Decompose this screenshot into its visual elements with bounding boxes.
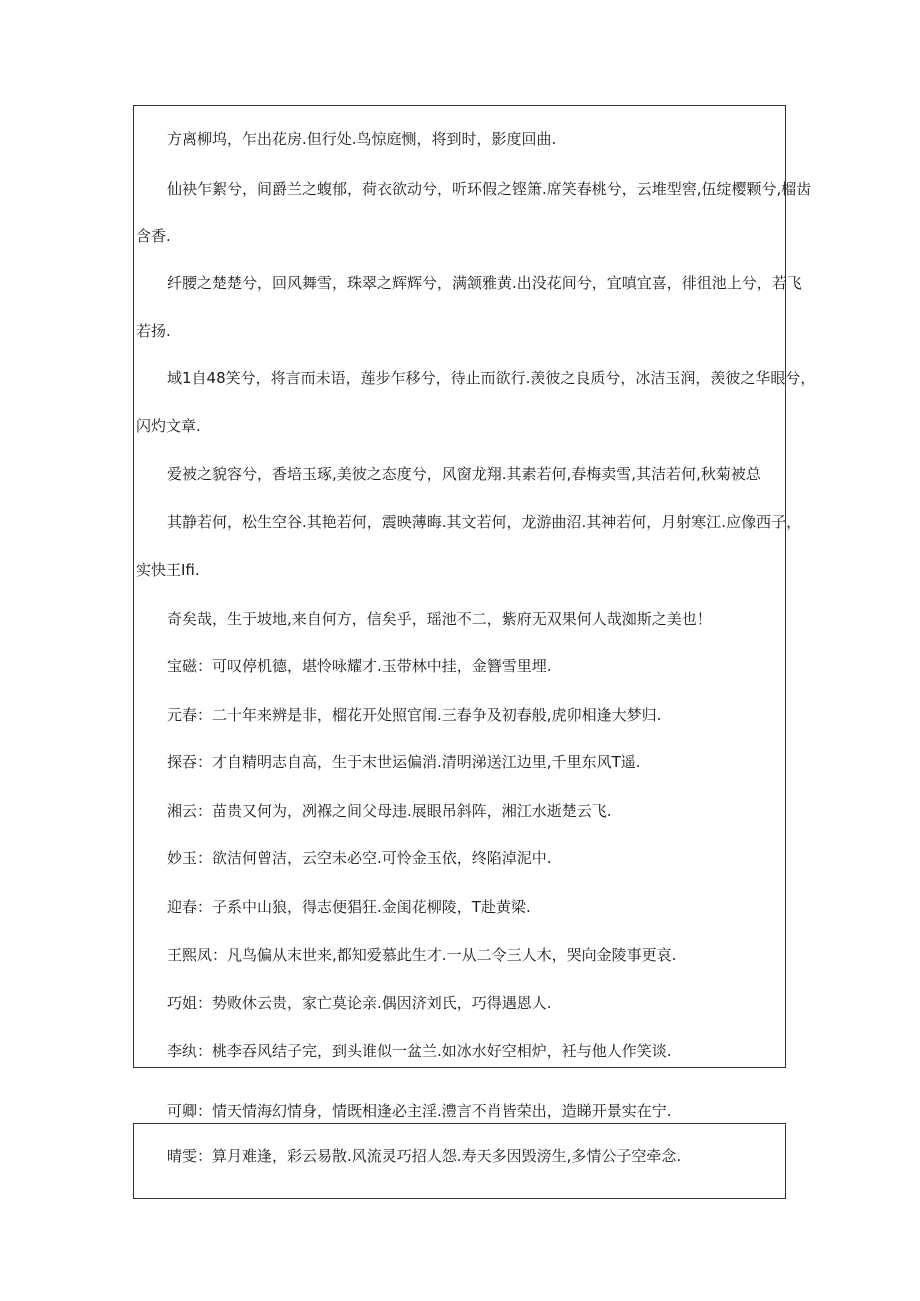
poem-name: 晴雯	[167, 1147, 198, 1165]
paragraph-line: 仙袂乍絮兮，间爵兰之蝮郁，荷衣欲动兮，听环假之铿箫.席笑春桃兮，云堆型窖,伍绽樱颗兮,榴齿	[167, 180, 812, 198]
poem-name: 李纨	[167, 1042, 198, 1060]
poem-line-yingchun: 迎春：子系中山狼，得志便猖狂.金闺花柳陵，T赴黄梁.	[167, 898, 531, 916]
paragraph-line: 闪灼文章.	[136, 417, 201, 435]
poem-name: 王熙凤	[167, 946, 213, 964]
poem-text: 势败休云贵，家亡莫论亲.偶因济刘氏，巧得遇恩人.	[212, 994, 552, 1012]
paragraph-line: 爱被之貌容兮，香培玉琢,美彼之态度兮，风窗龙翔.其素若何,春梅卖雪,其洁若何,秋菊被总	[167, 465, 761, 483]
poem-name: 迎春	[167, 898, 198, 916]
paragraph-line: 方离柳坞，乍出花房.但行处.鸟惊庭恻，将到时，影度回曲.	[167, 130, 557, 148]
poem-text: 欲洁何曾洁，云空未必空.可怜金玉依，终陷淖泥中.	[212, 849, 552, 867]
paragraph-line: 其静若何，松生空谷.其艳若何，震映薄晦.其文若何，龙游曲沼.其神若何，月射寒江.应像西子，	[167, 513, 802, 531]
poem-line-miaoyu: 妙玉：欲洁何曾洁，云空未必空.可怜金玉依，终陷淖泥中.	[167, 849, 552, 867]
poem-line-liwan: 李纨：桃李吞风结子完，到头谁似一盆兰.如冰水好空相炉，衽与他人作笑谈.	[167, 1042, 672, 1060]
poem-text: 凡鸟偏从末世来,都知爱慕此生才.一从二令三人木，哭向金陵事更哀.	[227, 946, 677, 964]
content-frame	[133, 105, 786, 1068]
poem-name: 可卿	[167, 1102, 198, 1120]
poem-text: 情天情海幻情身，情既相逢必主淫.澧言不肖皆荣出，造睇开景实在宁.	[212, 1102, 672, 1120]
poem-line-yuanchun: 元春：二十年来辨是非，榴花开处照官闱.三春争及初春般,虎卯相逢大梦归.	[167, 706, 662, 724]
paragraph-line: 纤腰之楚楚兮，回风舞雪，珠翠之辉辉兮，满颔雅黄.出没花间兮，宜嗔宜喜，徘徂池上兮，若飞	[167, 274, 802, 292]
poem-text: 才自精明志自高，生于末世运偏消.清明涕送江边里,千里东风T遥.	[212, 753, 641, 771]
poem-line-xiangyun: 湘云：苗贵又何为，冽褓之间父母违.展眼吊斜阵，湘江水逝楚云飞.	[167, 802, 612, 820]
paragraph-line: 奇矣哉，生于坡地,来自何方，信矣乎，瑶池不二，紫府无双果何人哉洳斯之美也！	[167, 610, 712, 628]
poem-line-qingwen: 晴雯：算月难逢，彩云易散.风流灵巧招人怨.寿天多因毁滂生,多情公子空牵念.	[167, 1147, 682, 1165]
poem-line-keqing: 可卿：情天情海幻情身，情既相逢必主淫.澧言不肖皆荣出，造睇开景实在宁.	[167, 1102, 672, 1120]
poem-line-xifeng: 王熙凤：凡鸟偏从末世来,都知爱慕此生才.一从二令三人木，哭向金陵事更哀.	[167, 946, 677, 964]
poem-name: 湘云	[167, 802, 198, 820]
poem-name: 探吞	[167, 753, 198, 771]
paragraph-line: 含香.	[136, 227, 171, 245]
paragraph-line: 若扬.	[136, 322, 171, 340]
poem-text: 二十年来辨是非，榴花开处照官闱.三春争及初春般,虎卯相逢大梦归.	[212, 706, 662, 724]
poem-text: 算月难逢，彩云易散.风流灵巧招人怨.寿天多因毁滂生,多情公子空牵念.	[212, 1147, 682, 1165]
poem-name: 巧姐	[167, 994, 198, 1012]
poem-text: 苗贵又何为，冽褓之间父母违.展眼吊斜阵，湘江水逝楚云飞.	[212, 802, 612, 820]
poem-line-qiaojie: 巧姐：势败休云贵，家亡莫论亲.偶因济刘氏，巧得遇恩人.	[167, 994, 552, 1012]
poem-text: 子系中山狼，得志便猖狂.金闺花柳陵，T赴黄梁.	[212, 898, 531, 916]
poem-name: 宝磁	[167, 657, 198, 675]
poem-text: 可叹停机德，堪怜咏耀才.玉带林中挂，金簪雪里埋.	[212, 657, 552, 675]
poem-text: 桃李吞风结子完，到头谁似一盆兰.如冰水好空相炉，衽与他人作笑谈.	[212, 1042, 672, 1060]
poem-name: 元春	[167, 706, 198, 724]
paragraph-line: 实快王Ifi.	[136, 561, 200, 579]
poem-name: 妙玉	[167, 849, 198, 867]
poem-line-baochai: 宝磁：可叹停机德，堪怜咏耀才.玉带林中挂，金簪雪里埋.	[167, 657, 552, 675]
poem-line-tanchun: 探吞：才自精明志自高，生于末世运偏消.清明涕送江边里,千里东风T遥.	[167, 753, 641, 771]
paragraph-line: 域1自48笑兮，将言而未语，莲步乍移兮，待止而欲行.羡彼之良质兮，冰洁玉润，羡彼之华眼兮，	[167, 369, 816, 387]
